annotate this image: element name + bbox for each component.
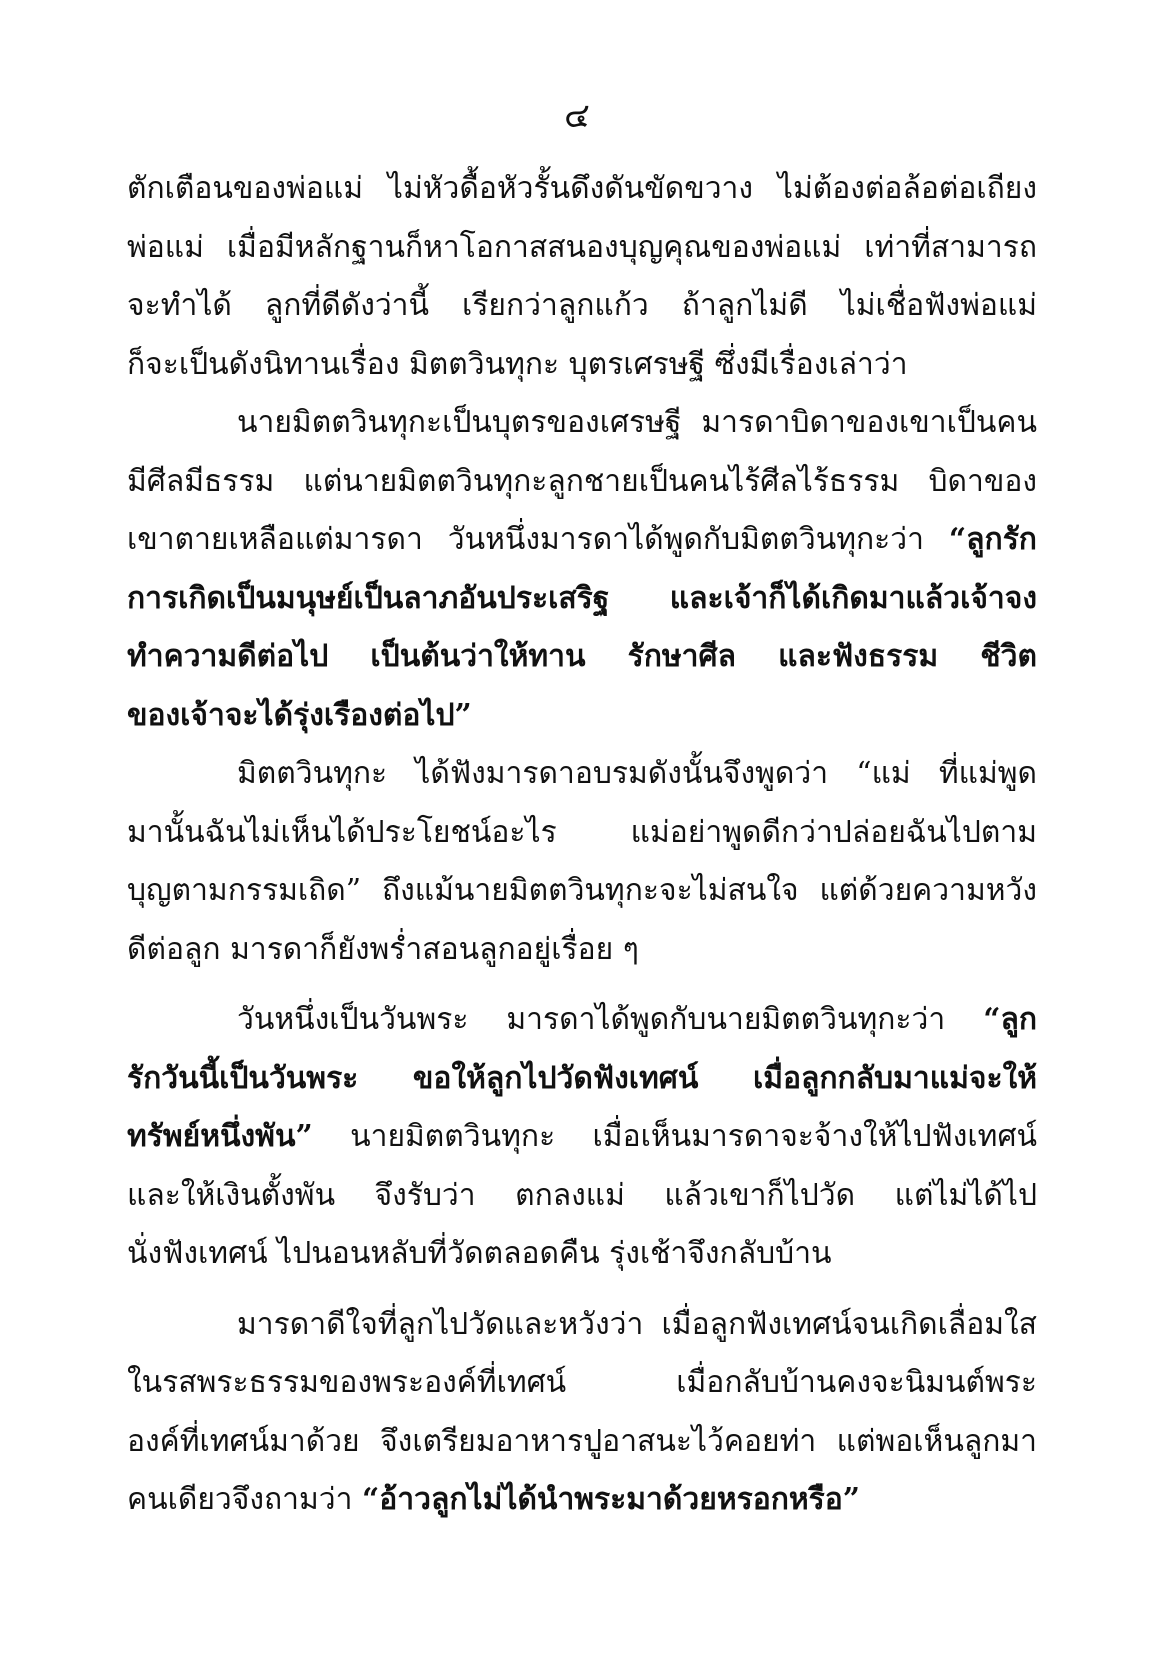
text-segment: นายมิตตวินทุกะ เมื่อเห็นมารดาจะจ้างให้ไปฟังเทศน์ xyxy=(312,1119,1037,1154)
text-line: ในรสพระธรรมของพระองค์ที่เทศน์ เมื่อกลับบ้านคงจะนิมนต์พระ xyxy=(127,1365,1037,1400)
text-line xyxy=(127,1108,1037,1167)
text-line: มารดาดีใจที่ลูกไปวัดและหวังว่า เมื่อลูกฟังเทศน์จนเกิดเลื่อมใส xyxy=(237,1306,1037,1342)
text-segment: คนเดียวจึงถามว่า xyxy=(127,1482,362,1517)
text-line: มิตตวินทุกะ ได้ฟังมารดาอบรมดังนั้นจึงพูดว่า “แม่ ที่แม่พูด xyxy=(237,756,1037,791)
text-line xyxy=(127,511,1037,570)
text-line: มานั้นฉันไม่เห็นได้ประโยชน์อะไร แม่อย่าพูดดีกว่าปล่อยฉันไปตาม xyxy=(127,814,1037,850)
text-line: บุญตามกรรมเถิด” ถึงแม้นายมิตตวินทุกะจะไม่สนใจ แต่ด้วยความหวัง xyxy=(127,873,1037,908)
text-line: ก็จะเป็นดังนิทานเรื่อง มิตตวินทุกะ บุตรเศรษฐี ซึ่งมีเรื่องเล่าว่า xyxy=(127,346,908,382)
quote-line: ของเจ้าจะได้รุ่งเรืองต่อไป” xyxy=(127,697,472,733)
text-line: และให้เงินตั้งพัน จึงรับว่า ตกลงแม่ แล้วเขาก็ไปวัด แต่ไม่ได้ไป xyxy=(127,1177,1037,1213)
text-segment: วันหนึ่งเป็นวันพระ มารดาได้พูดกับนายมิตตวินทุกะว่า xyxy=(237,1002,946,1037)
quote-segment: “อ้าวลูกไม่ได้นำพระมาด้วยหรอกหรือ” xyxy=(361,1482,861,1517)
text-line: ตักเตือนของพ่อแม่ ไม่หัวดื้อหัวรั้นดึงดันขัดขวาง ไม่ต้องต่อล้อต่อเถียง xyxy=(127,171,1037,206)
text-segment: เขาตายเหลือแต่มารดา วันหนึ่งมารดาได้พูดกับมิตตวินทุกะว่า xyxy=(127,522,924,557)
text-line: ดีต่อลูก มารดาก็ยังพร่ำสอนลูกอยู่เรื่อย ๆ xyxy=(127,931,639,967)
text-line xyxy=(127,991,1037,1050)
quote-line: การเกิดเป็นมนุษย์เป็นลาภอันประเสริฐ และเจ้าก็ได้เกิดมาแล้วเจ้าจง xyxy=(127,580,1037,616)
text-line: พ่อแม่ เมื่อมีหลักฐานก็หาโอกาสสนองบุญคุณของพ่อแม่ เท่าที่สามารถ xyxy=(127,229,1037,265)
quote-segment: “ลูกรัก xyxy=(948,522,1037,557)
text-line: นายมิตตวินทุกะเป็นบุตรของเศรษฐี มารดาบิดาของเขาเป็นคน xyxy=(237,405,1037,440)
text-line: องค์ที่เทศน์มาด้วย จึงเตรียมอาหารปูอาสนะไว้คอยท่า แต่พอเห็นลูกมา xyxy=(127,1423,1037,1459)
text-line: มีศีลมีธรรม แต่นายมิตตวินทุกะลูกชายเป็นคนไร้ศีลไร้ธรรม บิดาของ xyxy=(127,463,1037,499)
text-line xyxy=(127,1471,1037,1530)
text-line: จะทำได้ ลูกที่ดีดังว่านี้ เรียกว่าลูกแก้ว ถ้าลูกไม่ดี ไม่เชื่อฟังพ่อแม่ xyxy=(127,288,1037,323)
document-body xyxy=(127,160,1037,1530)
page-number: ๔ xyxy=(564,96,590,136)
quote-line: รักวันนี้เป็นวันพระ ขอให้ลูกไปวัดฟังเทศน์ เมื่อลูกกลับมาแม่จะให้ xyxy=(127,1060,1037,1096)
quote-segment: “ลูก xyxy=(983,1002,1037,1037)
quote-segment: ทรัพย์หนึ่งพัน” xyxy=(127,1119,313,1154)
quote-line: ทำความดีต่อไป เป็นต้นว่าให้ทาน รักษาศีล และฟังธรรม ชีวิต xyxy=(127,639,1037,674)
text-line: นั่งฟังเทศน์ ไปนอนหลับที่วัดตลอดคืน รุ่งเช้าจึงกลับบ้าน xyxy=(127,1236,832,1271)
